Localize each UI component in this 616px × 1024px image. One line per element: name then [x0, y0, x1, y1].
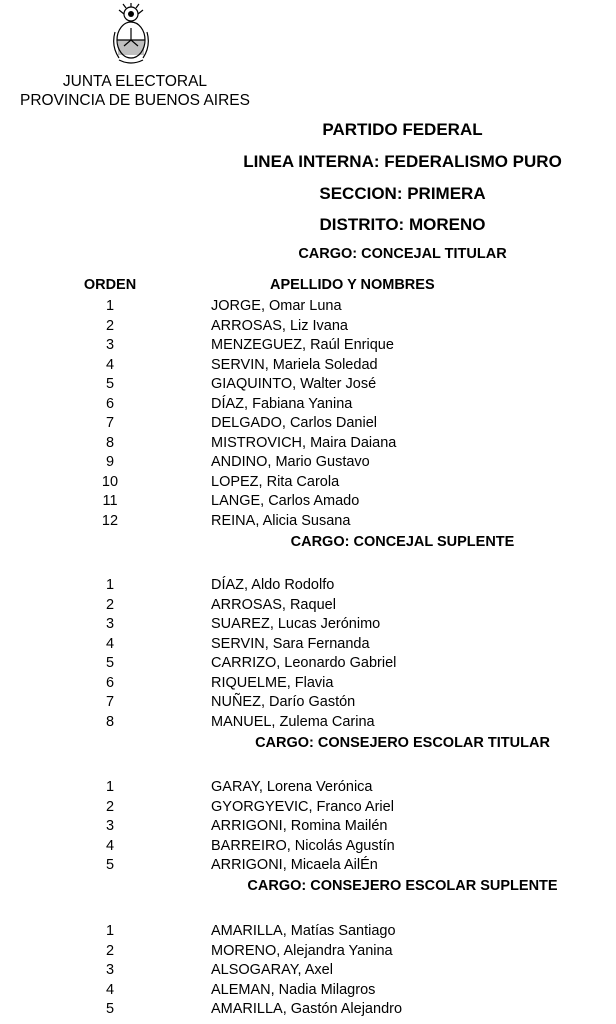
candidate-name: BARREIRO, Nicolás Agustín — [211, 837, 395, 854]
candidate-order: 5 — [105, 376, 115, 392]
candidate-name: MISTROVICH, Maira Daiana — [211, 434, 397, 451]
candidate-name: ARROSAS, Liz Ivana — [211, 317, 348, 334]
candidate-name: REINA, Alicia Susana — [211, 512, 351, 529]
candidate-order: 2 — [105, 317, 115, 334]
candidate-name: ARRIGONI, Micaela AilÉn — [211, 857, 378, 873]
candidate-order: 6 — [105, 395, 115, 412]
candidate-row — [0, 981, 616, 1001]
cargo-heading: CARGO: CONCEJAL SUPLENTE — [290, 534, 515, 550]
candidate-order: 5 — [105, 655, 115, 671]
candidate-row — [0, 512, 616, 532]
candidate-order: 2 — [105, 942, 115, 959]
candidate-order: 1 — [105, 298, 115, 314]
candidate-row — [0, 576, 616, 596]
candidate-row — [0, 375, 616, 395]
candidate-row — [0, 837, 616, 857]
candidate-order: 4 — [105, 356, 115, 373]
candidate-order: 3 — [105, 962, 115, 978]
candidate-row — [0, 297, 616, 317]
candidate-row — [0, 395, 616, 415]
candidate-order: 1 — [105, 577, 115, 593]
candidate-name: GARAY, Lorena Verónica — [211, 779, 373, 795]
candidate-name: NUÑEZ, Darío Gastón — [211, 694, 356, 710]
candidate-name: CARRIZO, Leonardo Gabriel — [211, 655, 397, 671]
candidate-row — [0, 453, 616, 473]
candidate-name: LANGE, Carlos Amado — [211, 493, 360, 509]
candidate-row — [0, 336, 616, 356]
candidate-order: 4 — [105, 635, 115, 652]
candidate-order: 4 — [105, 981, 115, 998]
candidate-name: SERVIN, Mariela Soledad — [211, 356, 378, 373]
candidate-name: MENZEGUEZ, Raúl Enrique — [211, 337, 394, 353]
candidate-name: DÍAZ, Fabiana Yanina — [211, 395, 353, 412]
candidate-name: MORENO, Alejandra Yanina — [211, 942, 393, 959]
candidate-order: 6 — [105, 674, 115, 691]
candidate-order: 7 — [105, 415, 115, 431]
candidate-row — [0, 356, 616, 376]
candidate-row — [0, 414, 616, 434]
candidate-order: 3 — [105, 337, 115, 353]
candidate-order: 5 — [105, 857, 115, 873]
candidate-name: SERVIN, Sara Fernanda — [211, 635, 370, 652]
candidate-name: AMARILLA, Gastón Alejandro — [211, 1001, 403, 1017]
candidate-name: RIQUELME, Flavia — [211, 674, 334, 691]
cargo-heading: CARGO: CONCEJAL TITULAR — [298, 246, 507, 262]
candidate-order: 2 — [105, 596, 115, 613]
candidate-row — [0, 596, 616, 616]
authority-line-1: JUNTA ELECTORAL — [62, 73, 208, 90]
candidate-order: 3 — [105, 616, 115, 632]
issuing-authority — [0, 72, 270, 110]
candidate-order: 2 — [105, 798, 115, 815]
candidate-name: GYORGYEVIC, Franco Ariel — [211, 798, 394, 815]
candidate-row — [0, 693, 616, 713]
candidate-row — [0, 473, 616, 493]
section-title: SECCION: PRIMERA — [319, 184, 486, 203]
provincial-seal-icon — [109, 2, 153, 68]
candidate-order: 8 — [105, 434, 115, 451]
candidate-order: 11 — [102, 493, 118, 509]
candidate-name: ARRIGONI, Romina Mailén — [211, 818, 388, 834]
candidate-row — [0, 654, 616, 674]
party-title: PARTIDO FEDERAL — [322, 120, 483, 139]
district-title: DISTRITO: MORENO — [319, 215, 486, 234]
candidate-name: ALSOGARAY, Axel — [211, 962, 333, 978]
candidate-row — [0, 635, 616, 655]
candidate-order: 1 — [105, 923, 115, 939]
candidate-row — [0, 434, 616, 454]
candidate-row — [0, 778, 616, 798]
candidate-row — [0, 615, 616, 635]
candidate-name: ARROSAS, Raquel — [211, 596, 336, 613]
column-header-orden: ORDEN — [83, 277, 137, 293]
cargo-heading: CARGO: CONSEJERO ESCOLAR TITULAR — [255, 735, 550, 751]
candidate-name: SUAREZ, Lucas Jerónimo — [211, 616, 381, 632]
candidate-name: DELGADO, Carlos Daniel — [211, 415, 377, 431]
candidate-row — [0, 713, 616, 733]
candidate-name: LOPEZ, Rita Carola — [211, 473, 340, 490]
candidate-row — [0, 1000, 616, 1020]
candidate-row — [0, 922, 616, 942]
candidate-name: JORGE, Omar Luna — [211, 298, 342, 314]
candidate-row — [0, 961, 616, 981]
cargo-heading: CARGO: CONSEJERO ESCOLAR SUPLENTE — [247, 878, 558, 894]
internal-line-title: LINEA INTERNA: FEDERALISMO PURO — [243, 152, 562, 171]
candidate-row — [0, 492, 616, 512]
candidate-order: 12 — [101, 512, 119, 529]
candidate-order: 10 — [101, 473, 119, 490]
candidate-order: 4 — [105, 837, 115, 854]
candidate-name: ANDINO, Mario Gustavo — [211, 454, 370, 470]
candidate-order: 3 — [105, 818, 115, 834]
candidate-row — [0, 317, 616, 337]
candidate-row — [0, 798, 616, 818]
candidate-name: DÍAZ, Aldo Rodolfo — [211, 577, 335, 593]
candidate-name: GIAQUINTO, Walter José — [211, 376, 377, 392]
column-header-apellido-nombres: APELLIDO Y NOMBRES — [270, 277, 435, 293]
candidate-row — [0, 674, 616, 694]
candidate-name: ALEMAN, Nadia Milagros — [211, 981, 376, 998]
candidate-order: 5 — [105, 1001, 115, 1017]
candidate-row — [0, 942, 616, 962]
candidate-row — [0, 856, 616, 876]
candidate-order: 9 — [105, 454, 115, 470]
candidate-order: 1 — [105, 779, 115, 795]
candidate-order: 7 — [105, 694, 115, 710]
candidate-order: 8 — [105, 713, 115, 730]
authority-line-2: PROVINCIA DE BUENOS AIRES — [20, 92, 250, 109]
candidate-name: AMARILLA, Matías Santiago — [211, 923, 396, 939]
candidate-name: MANUEL, Zulema Carina — [211, 713, 375, 730]
candidate-row — [0, 817, 616, 837]
